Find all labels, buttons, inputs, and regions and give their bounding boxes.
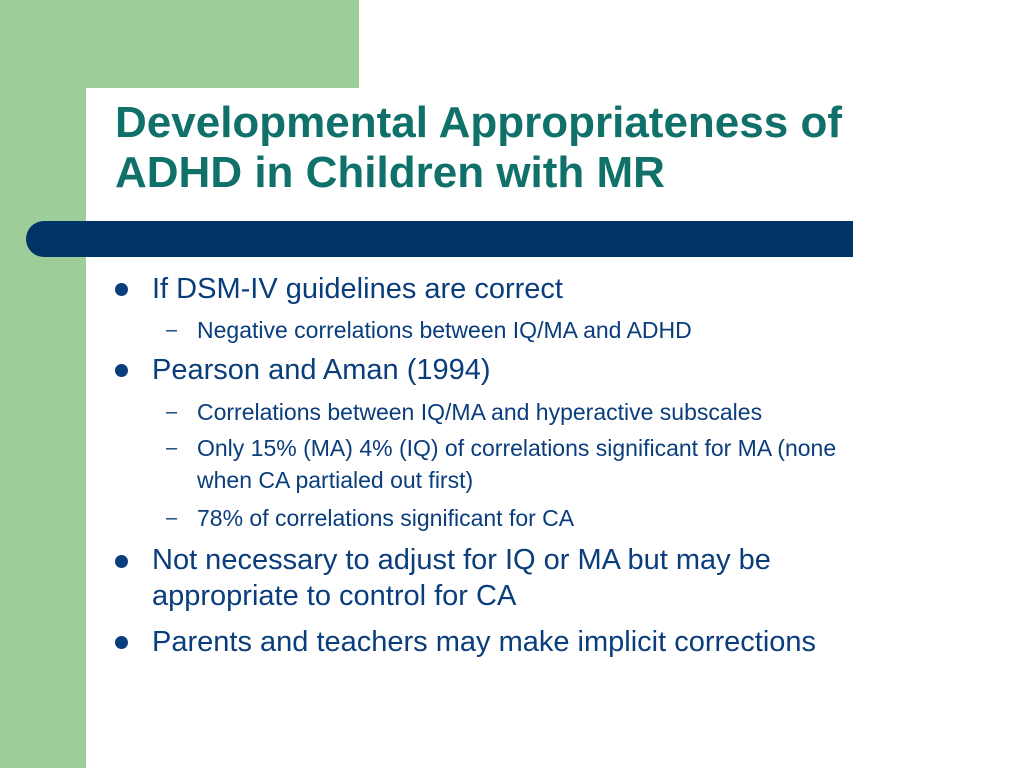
bullet-icon [115,364,128,377]
slide-title-line-1: Developmental Appropriateness of [115,98,842,147]
bullet-icon [115,636,128,649]
bullet-item-2: Pearson and Aman (1994) [152,354,491,386]
bullet-item-3-line-1: Not necessary to adjust for IQ or MA but may be [152,544,771,576]
sub-item-2-2-line-2: when CA partialed out first) [197,467,474,493]
bullet-item-3-line-2: appropriate to control for CA [152,580,517,612]
dash-icon: – [166,319,178,341]
bullet-item-1: If DSM-IV guidelines are correct [152,273,563,305]
bullet-icon [115,283,128,296]
dash-icon: – [166,507,178,529]
sub-item-2-3: 78% of correlations significant for CA [197,505,575,531]
dash-icon: – [166,401,178,423]
bullet-icon [115,555,128,568]
sub-item-2-2-line-1: Only 15% (MA) 4% (IQ) of correlations significant for MA (none [197,435,837,461]
slide-title-line-2: ADHD in Children with MR [115,148,665,197]
bullet-item-4: Parents and teachers may make implicit corrections [152,626,817,658]
dash-icon: – [166,437,178,459]
sub-item-1-1: Negative correlations between IQ/MA and ADHD [197,317,692,343]
sub-item-2-1: Correlations between IQ/MA and hyperactive subscales [197,399,763,425]
